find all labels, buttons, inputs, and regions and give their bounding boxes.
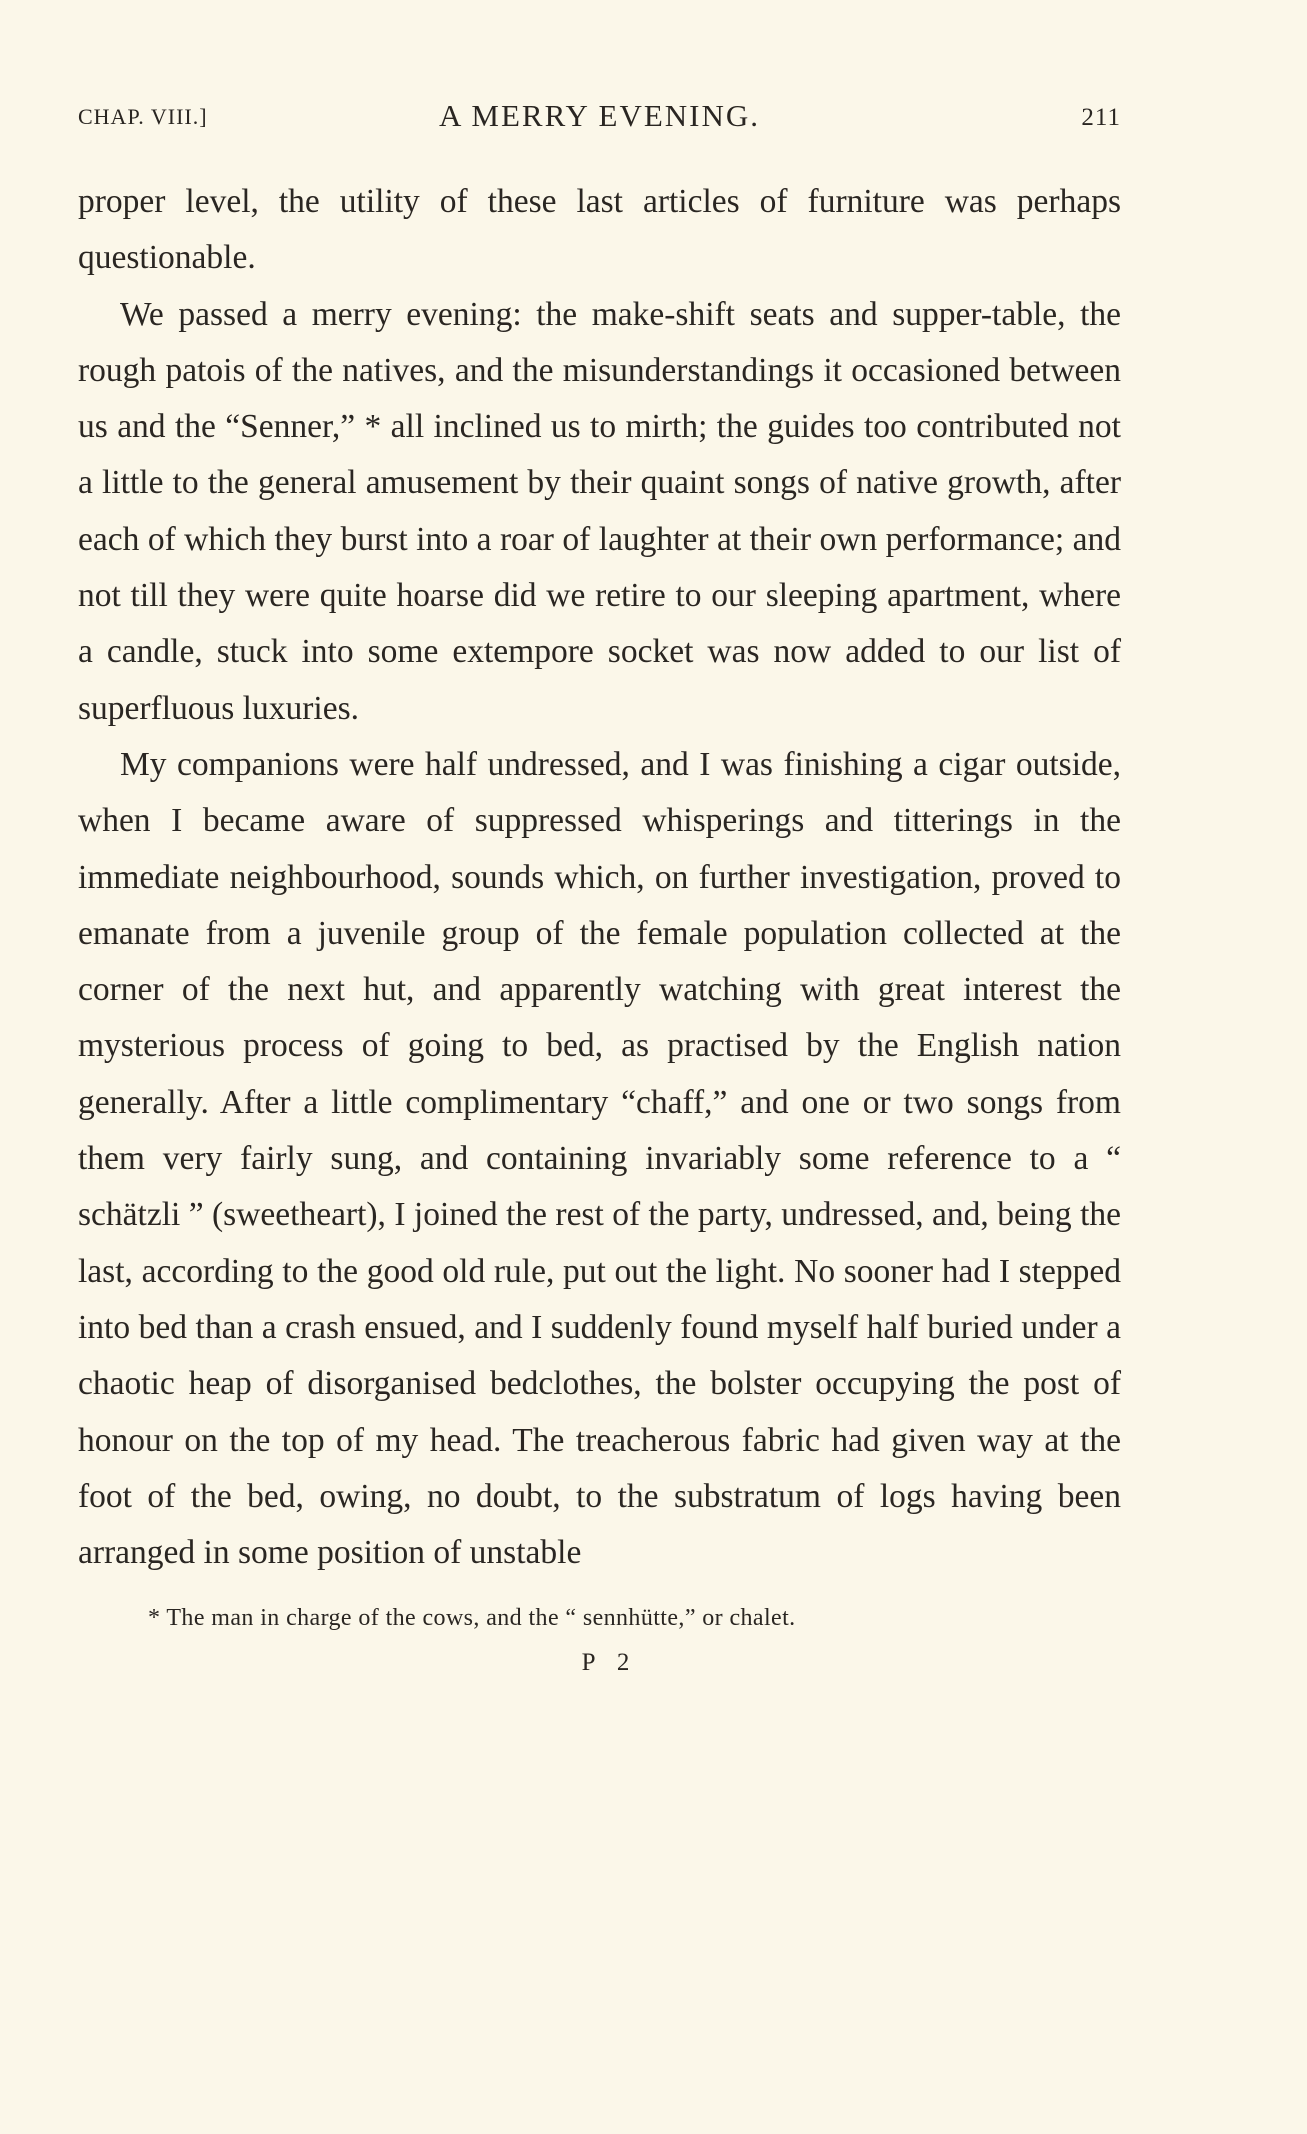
paragraph-continued: proper level, the utility of these last articles of furniture was perhaps questionable.	[78, 183, 1121, 277]
running-head	[78, 98, 1121, 148]
paragraph-companions: My companions were half undressed, and I was finishing a cigar outside, when I became aware of suppressed whisperings and titterings in the immediate neighbourhood, sounds which, on further investigation, proved to emanate from a juvenile group of the female population collected at the corner of the next hut, and apparently watching with great interest the mysterious process of going to bed, as practised by the English nation generally. After a little complimentary “chaff,” and one or two songs from them very fairly sung, and containing invariably some reference to a “ schätzli ” (sweetheart), I joined the rest of the party, undressed, and, being the last, according to the good old rule, put out the light. No sooner had I stepped into bed than a crash ensued, and I suddenly found myself half buried under a chaotic heap of disorganised bedclothes, the bolster occupying the post of honour on the top of my head. The treacherous fabric had given way at the foot of the bed, owing, no doubt, to the substratum of logs having been arranged in some position of unstable	[78, 745, 1121, 1572]
signature-mark: P 2	[581, 1649, 638, 1677]
footnote: * The man in charge of the cows, and the “ sennhütte,” or chalet.	[148, 1605, 796, 1632]
page-number: 211	[1081, 104, 1121, 131]
chapter-label: CHAP. VIII.]	[78, 104, 208, 129]
book-page	[78, 98, 1121, 1677]
body-text	[78, 174, 1121, 1581]
paragraph-merry-evening: We passed a merry evening: the make-shift seats and supper-table, the rough patois of the natives, and the misunderstandings it occasioned between us and the “Senner,” * all inclined us to mirth; the guides too contributed not a little to the general amusement by their quaint songs of native growth, after each of which they burst into a roar of laughter at their own performance; and not till they were quite hoarse did we retire to our sleeping apartment, where a candle, stuck into some extempore socket was now added to our list of superfluous luxuries.	[78, 295, 1121, 727]
page-title: A MERRY EVENING.	[438, 98, 761, 133]
